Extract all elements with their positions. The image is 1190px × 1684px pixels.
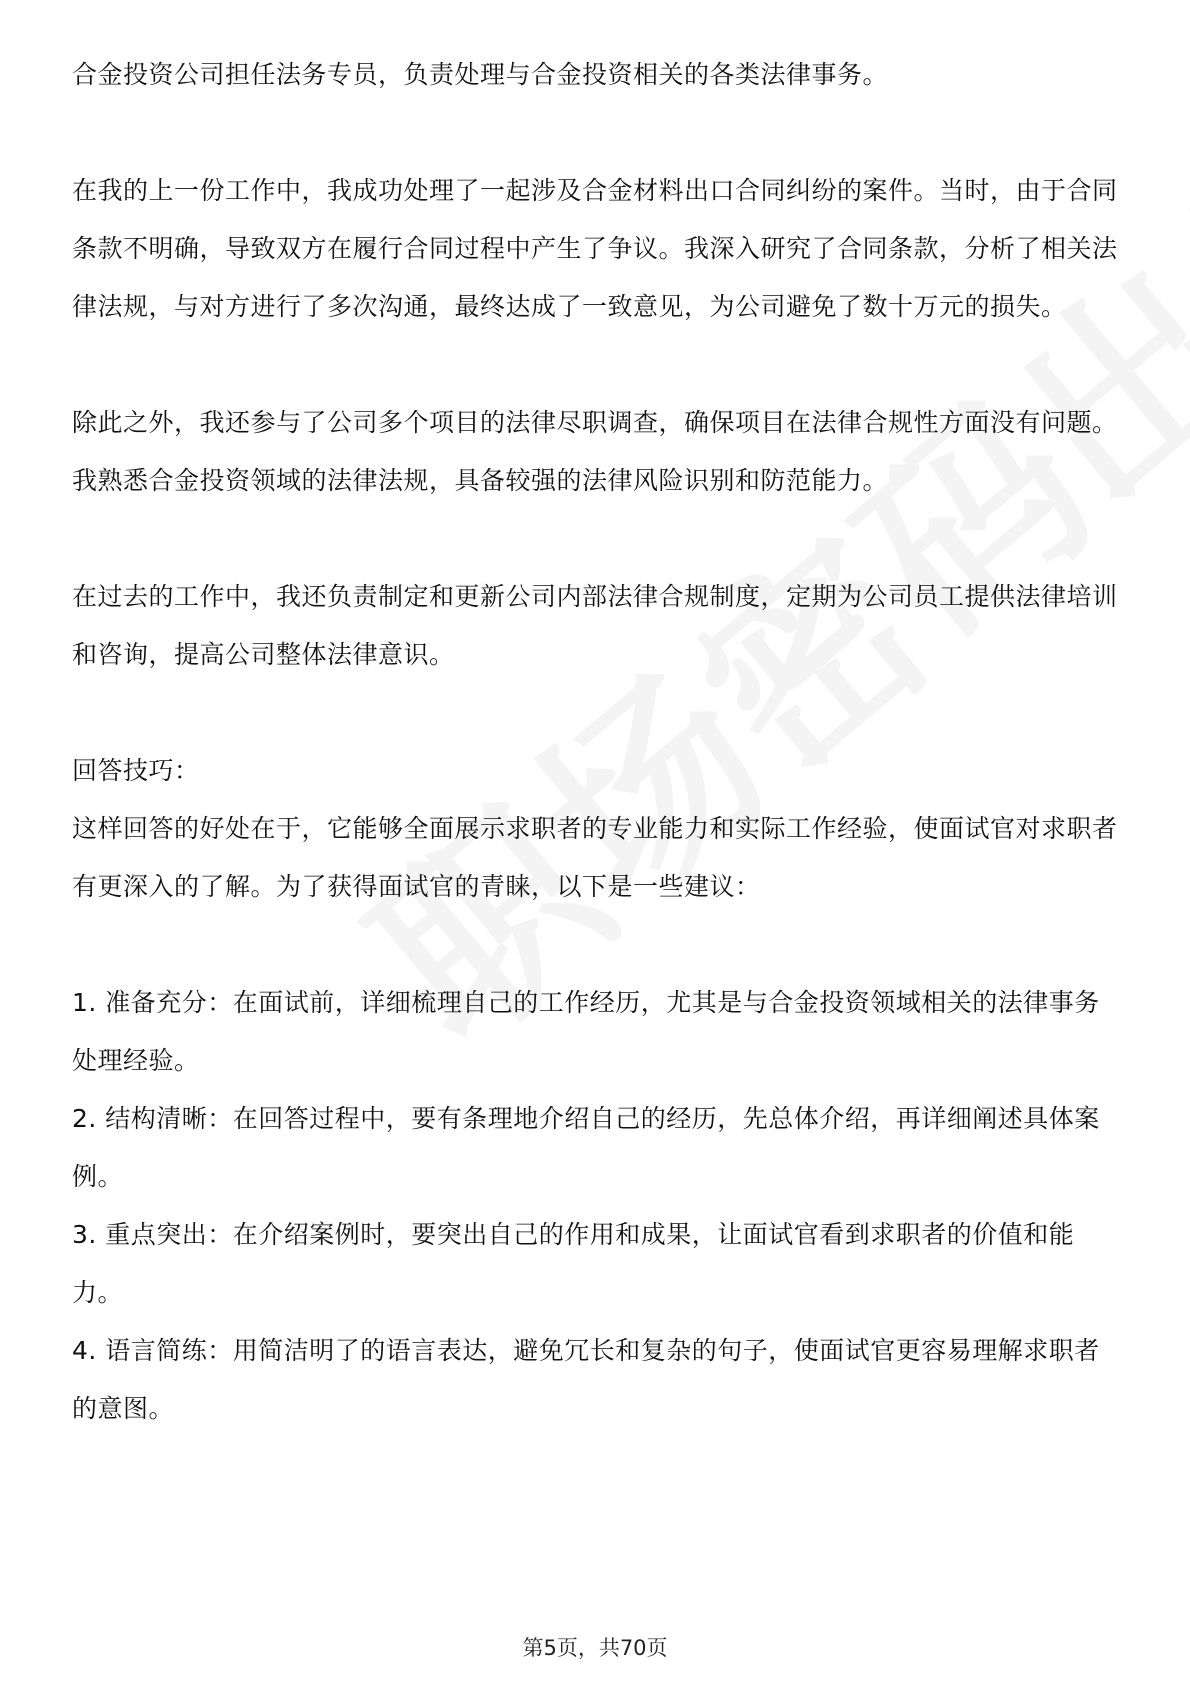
paragraph-due-diligence: 除此之外，我还参与了公司多个项目的法律尽职调查，确保项目在法律合规性方面没有问题。我熟悉合金投资领域的法律法规，具备较强的法律风险识别和防范能力。 (72, 408, 1118, 495)
document-body (72, 46, 1122, 1438)
tip-item: 4. 语言简练：用简洁明了的语言表达，避免冗长和复杂的句子，使面试官更容易理解求职者的意图。 (72, 1336, 1100, 1423)
tip-item: 2. 结构清晰：在回答过程中，要有条理地介绍自己的经历，先总体介绍，再详细阐述具体案例。 (72, 1104, 1100, 1191)
tips-intro: 这样回答的好处在于，它能够全面展示求职者的专业能力和实际工作经验，使面试官对求职者有更深入的了解。为了获得面试官的青睐，以下是一些建议： (72, 814, 1118, 901)
page-number-footer: 第5页，共70页 (522, 1636, 668, 1660)
spacer (72, 916, 1122, 974)
spacer (72, 336, 1122, 394)
spacer (72, 684, 1122, 742)
tip-item: 1. 准备充分：在面试前，详细梳理自己的工作经历，尤其是与合金投资领域相关的法律事务处理经验。 (72, 988, 1100, 1075)
tip-item: 3. 重点突出：在介绍案例时，要突出自己的作用和成果，让面试官看到求职者的价值和能力。 (72, 1220, 1075, 1307)
tips-heading: 回答技巧： (72, 756, 200, 785)
paragraph-compliance: 在过去的工作中，我还负责制定和更新公司内部法律合规制度，定期为公司员工提供法律培训和咨询，提高公司整体法律意识。 (72, 582, 1118, 669)
paragraph-intro: 合金投资公司担任法务专员，负责处理与合金投资相关的各类法律事务。 (72, 60, 889, 89)
spacer (72, 510, 1122, 568)
paragraph-case: 在我的上一份工作中，我成功处理了一起涉及合金材料出口合同纠纷的案件。当时，由于合同条款不明确，导致双方在履行合同过程中产生了争议。我深入研究了合同条款，分析了相关法律法规，与对方进行了多次沟通，最终达成了一致意见，为公司避免了数十万元的损失。 (72, 176, 1118, 321)
spacer (72, 104, 1122, 162)
